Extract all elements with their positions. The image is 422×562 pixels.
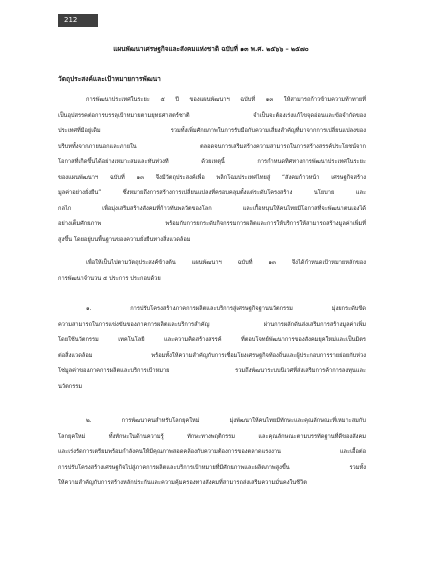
paragraph-line: ประเทศที่มีอยู่เดิม รวมทั้งเพิ่มศักยภาพในการรับมือกับความเสี่ยงสำคัญที่มาจากการเปลี่ยนแปลงของ <box>58 128 366 134</box>
paragraph-line: โอกาสที่เกิดขึ้นได้อย่างเหมาะสมและทันท่วงที ด้วยเหตุนี้ การกำหนดทิศทางการพัฒนาประเทศในระยะ <box>58 159 366 165</box>
paragraph-line: เพื่อให้เป็นไปตามวัตถุประสงค์ข้างต้น แผนพัฒนาฯ ฉบับที่ ๑๓ จึงได้กำหนดเป้าหมายหลักของ <box>86 260 366 266</box>
page-title: แผนพัฒนาเศรษฐกิจและสังคมแห่งชาติ ฉบับที่ ๑๓ พ.ศ. ๒๕๖๖ – ๒๕๗๐ <box>113 45 309 53</box>
paragraph-line: ต่อสิ่งแวดล้อม พร้อมทั้งให้ความสำคัญกับการเชื่อมโยงเศรษฐกิจท้องถิ่นและผู้ประกอบการรายย่อยกับห่วง <box>58 352 366 359</box>
paragraph-line: ของแผนพัฒนาฯ ฉบับที่ ๑๓ จึงมีวัตถุประสงค์เพื่อ พลิกโฉมประเทศไทยสู่ “สังคมก้าวหน้า เศรษฐกิจสร้าง <box>58 174 366 181</box>
paragraph-line: โลกยุคใหม่ ทั้งทักษะในด้านความรู้ ทักษะทางพฤติกรรม และคุณลักษณะตามบรรทัดฐานที่ดีของสังคม <box>58 433 366 440</box>
paragraph-line: โดยใช้นวัตกรรม เทคโนโลยี และความคิดสร้างสรรค์ ที่ตอบโจทย์พัฒนาการของสังคมยุคใหม่และเป็นมิตร <box>58 337 366 343</box>
paragraph-line: ความสามารถในการแข่งขันของภาคการผลิตและบริการสำคัญ ผ่านการผลักดันส่งเสริมการสร้างมูลค่าเพิ่ม <box>58 321 366 328</box>
paragraph-line: ให้ความสำคัญกับการสร้างหลักประกันและความคุ้มครองทางสังคมที่สามารถส่งเสริมความมั่นคงในชีวิต <box>58 480 307 486</box>
paragraph-line: ๒. การพัฒนาคนสำหรับโลกยุคใหม่ มุ่งพัฒนาให้คนไทยมีทักษะและคุณลักษณะที่เหมาะสมกับ <box>86 418 366 424</box>
paragraph-line: เป็นอุปสรรคต่อการบรรลุเป้าหมายตามยุทธศาสตร์ชาติ จำเป็นจะต้องเร่งแก้ไขจุดอ่อนและข้อจำกัดของ <box>58 112 366 119</box>
paragraph-line: นวัตกรรม <box>58 383 83 390</box>
paragraph-line: มูลค่าอย่างยั่งยืน” ซึ่งหมายถึงการสร้างการเปลี่ยนแปลงที่ครอบคลุมตั้งแต่ระดับโครงสร้าง นโยบาย และ <box>58 190 366 196</box>
paragraph-goal-1 <box>58 302 366 395</box>
paragraph-goals-intro <box>58 256 366 287</box>
paragraph-line: บริบททั้งจากภายนอกและภายใน ตลอดจนการเสริมสร้างความสามารถในการสร้างสรรค์ประโยชน์จาก <box>58 143 366 150</box>
paragraph-line: โซ่มูลค่าของภาคการผลิตและบริการเป้าหมาย รวมถึงพัฒนาระบบนิเวศที่ส่งเสริมการค้าการลงทุนและ <box>58 368 366 374</box>
paragraph-line: การปรับโครงสร้างเศรษฐกิจไปสู่ภาคการผลิตและบริการเป้าหมายที่มีศักยภาพและผลิตภาพสูงขึ้น รวมทั้ง <box>58 464 366 471</box>
paragraph-line: กลไก เพื่อมุ่งเสริมสร้างสังคมที่ก้าวทันพลวัตของโลก และเกื้อหนุนให้คนไทยมีโอกาสที่จะพัฒนาตนเองได้ <box>58 205 366 212</box>
paragraph-line: สูงขึ้น โดยอยู่บนพื้นฐานของความยั่งยืนทางสิ่งแวดล้อม <box>58 236 191 243</box>
paragraph-objectives <box>58 93 366 248</box>
paragraph-goal-2 <box>58 414 366 492</box>
paragraph-line: อย่างเต็มศักยภาพ พร้อมกับการยกระดับกิจกรรมการผลิตและการให้บริการให้สามารถสร้างมูลค่าเพิ่มที่ <box>58 221 366 227</box>
paragraph-line: การพัฒนาจำนวน ๕ ประการ ประกอบด้วย <box>58 275 161 282</box>
paragraph-line: ๑. การปรับโครงสร้างภาคการผลิตและบริการสู่เศรษฐกิจฐานนวัตกรรม มุ่งยกระดับขีด <box>86 306 366 312</box>
section-heading: วัตถุประสงค์และเป้าหมายการพัฒนา <box>58 75 161 83</box>
page-number: 212 <box>58 14 98 27</box>
paragraph-line: การพัฒนาประเทศในระยะ ๕ ปี ของแผนพัฒนาฯ ฉบับที่ ๑๓ ให้สามารถก้าวข้ามความท้าทายที่ <box>86 97 366 103</box>
paragraph-line: และเร่งรัดการเตรียมพร้อมกำลังคนให้มีคุณภาพสอดคล้องกับความต้องการของตลาดแรงงาน และเอื้อต่อ <box>58 449 366 455</box>
